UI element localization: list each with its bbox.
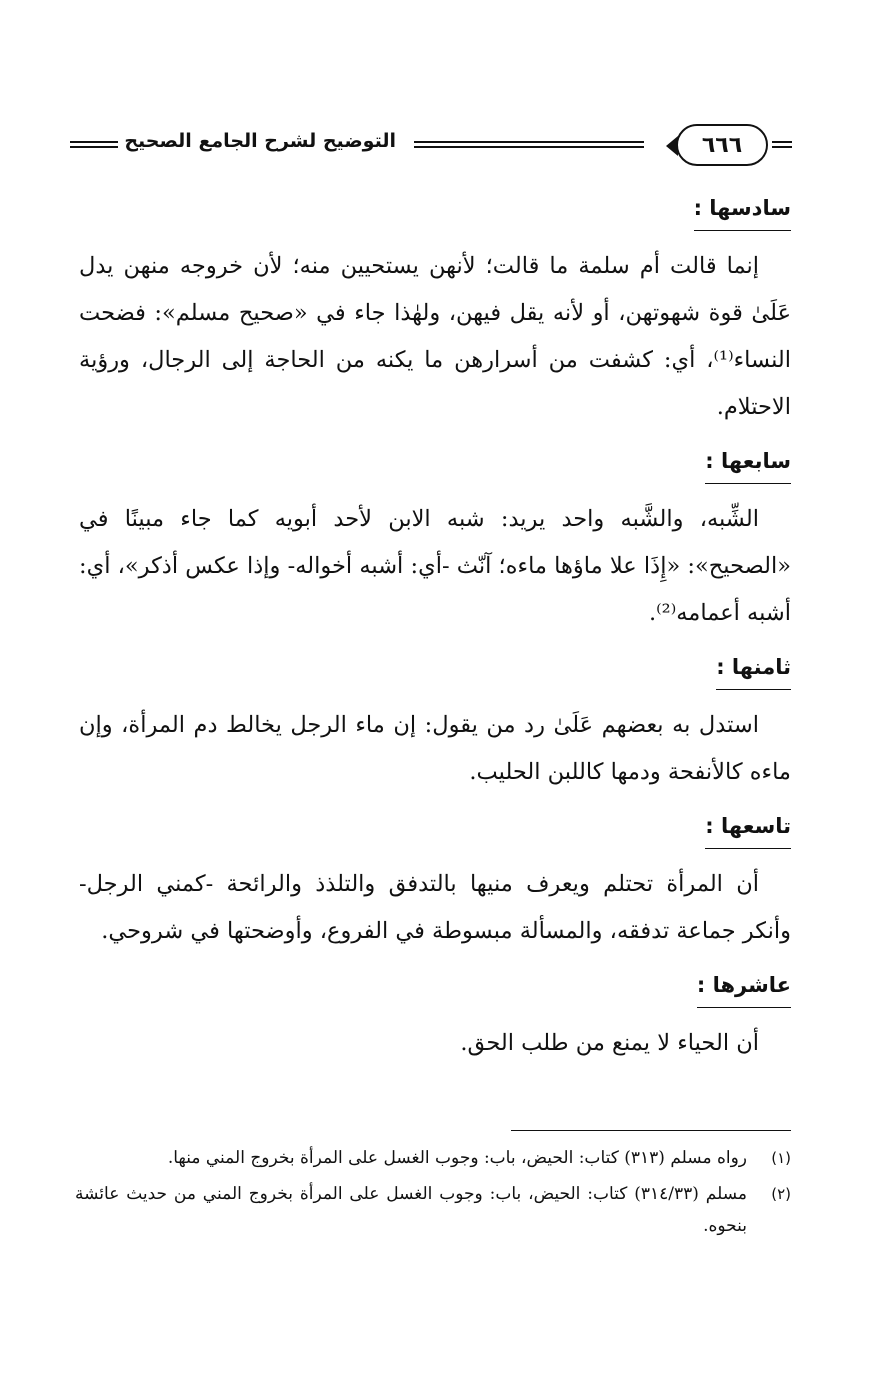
page-number: ٦٦٦ [676,124,768,166]
section-heading: تاسعها : [705,806,791,849]
section-heading: سابعها : [705,441,791,484]
footnote-divider [511,1130,791,1131]
section-heading: ثامنها : [716,647,791,690]
running-title: التوضيح لشرح الجامع الصحيح [124,130,396,152]
section-paragraph: الشِّبه، والشَّبه واحد يريد: شبه الابن لأحد أبويه كما جاء مبينًا في «الصحيح»: «إِذَا علا ماؤها ماءه؛ آنّث -أي: أشبه أخواله- وإذا عكس أذكر»، أي: أشبه أعمامه⁽²⁾. [79,506,791,626]
section-paragraph: أن الحياء لا يمنع من طلب الحق. [460,1030,759,1056]
section-paragraph: أن المرأة تحتلم ويعرف منيها بالتدفق والتلذذ والرائحة -كمني الرجل- وأنكر جماعة تدفقه، والمسألة مبسوطة في الفروع، وأوضحتها في شروحي. [79,871,791,944]
footnote-text: رواه مسلم (٣١٣) كتاب: الحيض، باب: وجوب الغسل على المرأة بخروج المني منها. [167,1148,747,1168]
header-rule-middle [414,141,644,148]
section-7 [79,441,791,637]
main-text [79,188,791,1077]
footnote-number: (١) [771,1149,791,1167]
header-rule-right [772,141,792,148]
section-paragraph: إنما قالت أم سلمة ما قالت؛ لأنهن يستحيين منه؛ لأن خروجه منهن يدل عَلَىٰ قوة شهوتهن، أو لأنه يقل فيهن، ولهٰذا جاء في «صحيح مسلم»: فضحت النساء⁽¹⁾، أي: كشفت من أسرارهن ما يكنه من الحاجة إلى الرجال، ورؤية الاحتلام. [79,253,791,420]
footnote-text: مسلم (٣١٤/٣٣) كتاب: الحيض، باب: وجوب الغسل على المرأة بخروج المني من حديث عائشة بنحوه. [75,1184,748,1236]
section-6 [79,188,791,431]
header-rule-left [70,141,118,148]
footnote-number: (٢) [771,1185,791,1203]
footnotes [75,1142,791,1246]
section-8 [79,647,791,796]
section-paragraph: استدل به بعضهم عَلَىٰ رد من يقول: إن ماء الرجل يخالط دم المرأة، وإن ماءه كالأنفحة ودمها كاللبن الحليب. [79,712,791,785]
running-header [70,120,792,170]
section-heading: عاشرها : [697,965,791,1008]
section-9 [79,806,791,955]
footnote-2 [75,1178,791,1242]
footnote-1 [75,1142,791,1174]
section-heading: سادسها : [694,188,791,231]
section-10 [79,965,791,1067]
